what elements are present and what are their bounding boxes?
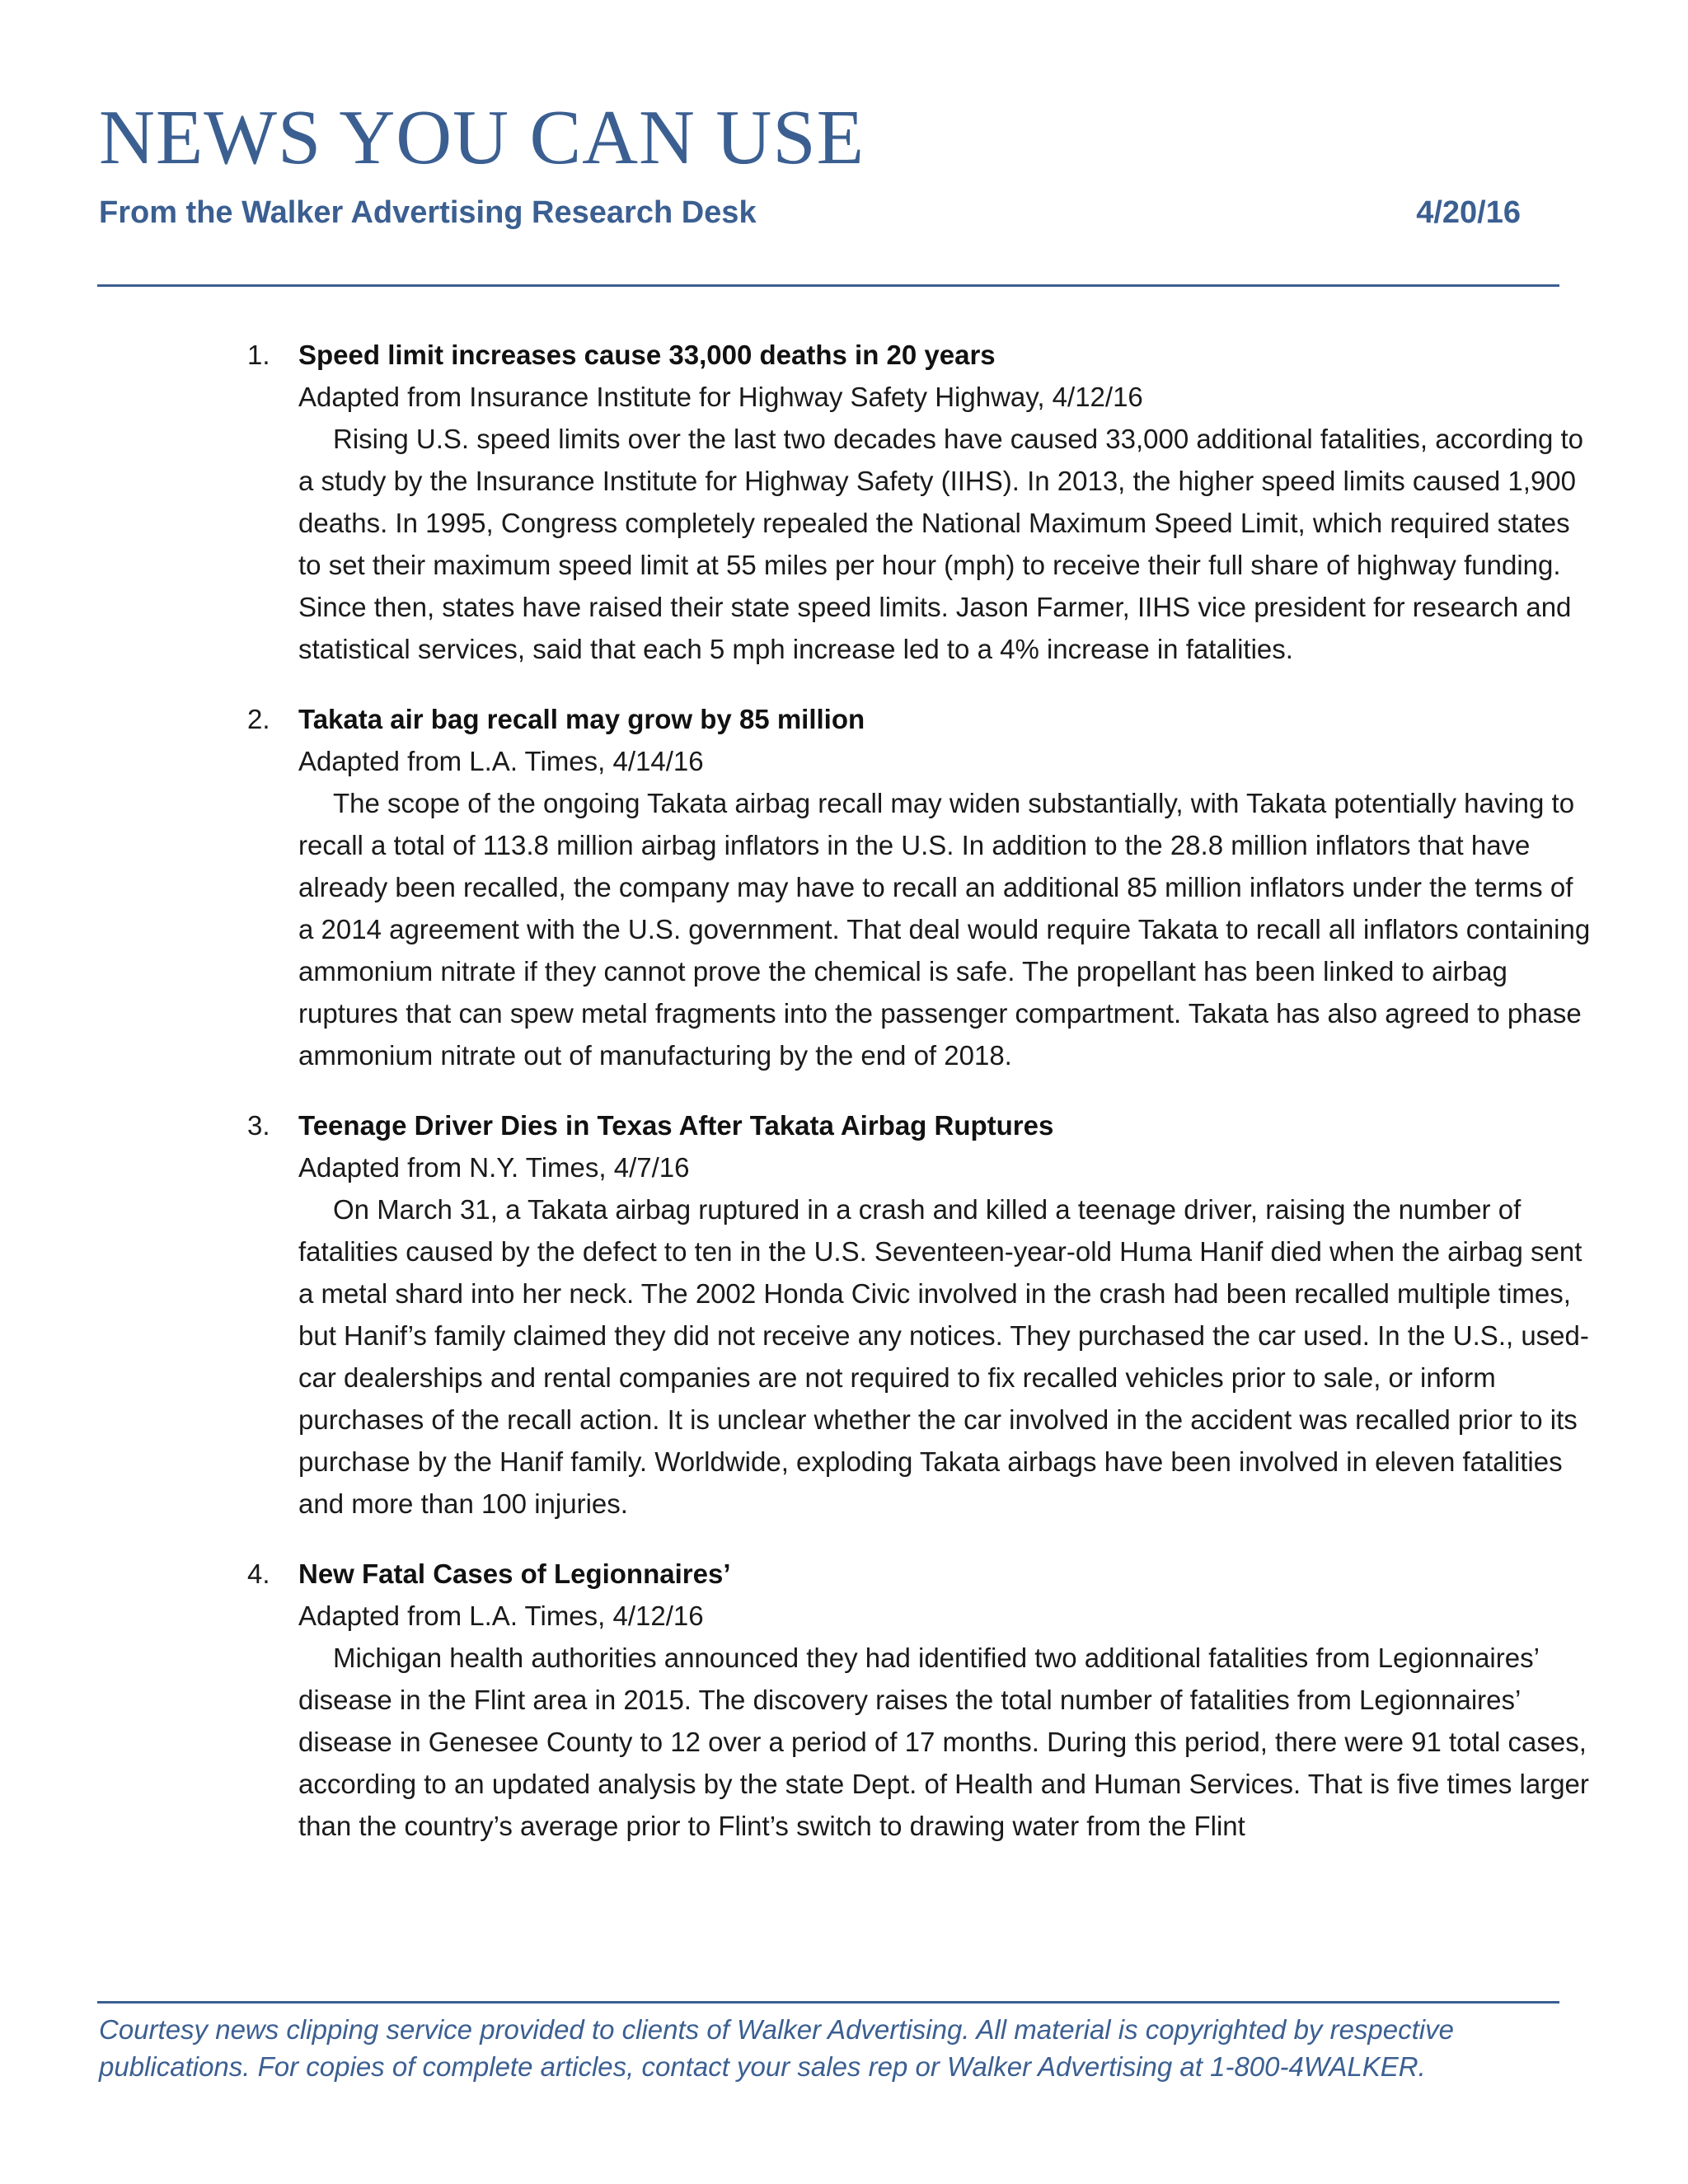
- article-item: [0, 698, 1688, 1076]
- article-item: [0, 1553, 1688, 1847]
- newsletter-title: NEWS YOU CAN USE: [99, 95, 865, 180]
- article-number: 4.: [247, 1558, 270, 1589]
- article-number: 3.: [247, 1110, 270, 1141]
- issue-date: 4/20/16: [1416, 195, 1521, 230]
- article-list: [0, 334, 1688, 1875]
- article-text: On March 31, a Takata airbag ruptured in a crash and killed a teenage driver, raising the number of fatalities caused by the defect to ten in the U.S. Seventeen-year-old Huma Hanif died when the airbag sent a metal shard into her neck. The 2002 Honda Civic involved in the crash had been recalled multiple times, but Hanif’s family claimed they did not receive any notices. They purchased the car used. In the U.S., used-car dealerships and rental companies are not required to fix recalled vehicles prior to sale, or inform purchases of the recall action. It is unclear whether the car involved in the accident was recalled prior to its purchase by the Hanif family. Worldwide, exploding Takata airbags have been involved in eleven fatalities and more than 100 injuries.: [298, 1194, 1589, 1519]
- article-body: [298, 1553, 1592, 1847]
- article-item: [0, 334, 1688, 670]
- article-body: [298, 1104, 1592, 1525]
- article-text: Michigan health authorities announced they had identified two additional fatalities from Legionnaires’ disease in the Flint area in 2015. The discovery raises the total number of fatalities from Legionnaires’ disease in Genesee County to 12 over a period of 17 months. During this period, there were 91 total cases, according to an updated analysis by the state Dept. of Health and Human Services. That is five times larger than the country’s average prior to Flint’s switch to drawing water from the Flint: [298, 1643, 1589, 1841]
- article-body: [298, 334, 1592, 670]
- article-title: Teenage Driver Dies in Texas After Takata Airbag Ruptures: [298, 1110, 1054, 1141]
- article-source: Adapted from L.A. Times, 4/14/16: [298, 746, 704, 776]
- article-source: Adapted from Insurance Institute for Highway Safety Highway, 4/12/16: [298, 382, 1143, 412]
- article-text: Rising U.S. speed limits over the last two decades have caused 33,000 additional fatalities, according to a study by the Insurance Institute for Highway Safety (IIHS). In 2013, the higher speed limits caused 1,900 deaths. In 1995, Congress completely repealed the National Maximum Speed Limit, which required states to set their maximum speed limit at 55 miles per hour (mph) to receive their full share of highway funding. Since then, states have raised their state speed limits. Jason Farmer, IIHS vice president for research and statistical services, said that each 5 mph increase led to a 4% increase in fatalities.: [298, 424, 1584, 664]
- article-source: Adapted from L.A. Times, 4/12/16: [298, 1601, 704, 1631]
- article-title: Takata air bag recall may grow by 85 million: [298, 704, 865, 734]
- article-source: Adapted from N.Y. Times, 4/7/16: [298, 1152, 690, 1183]
- article-item: [0, 1104, 1688, 1525]
- article-body: [298, 698, 1592, 1076]
- footer-divider: [97, 2001, 1559, 2004]
- article-title: Speed limit increases cause 33,000 deaths in 20 years: [298, 340, 996, 370]
- header-divider: [97, 284, 1559, 287]
- footer-disclaimer: Courtesy news clipping service provided to clients of Walker Advertising. All material is copyrighted by respective publications. For copies of complete articles, contact your sales rep or Walker Advertising at 1-800-4WALKER.: [99, 2014, 1454, 2082]
- article-number: 1.: [247, 340, 270, 370]
- article-number: 2.: [247, 704, 270, 734]
- article-text: The scope of the ongoing Takata airbag recall may widen substantially, with Takata potentially having to recall a total of 113.8 million airbag inflators in the U.S. In addition to the 28.8 million inflators that have already been recalled, the company may have to recall an additional 85 million inflators under the terms of a 2014 agreement with the U.S. government. That deal would require Takata to recall all inflators containing ammonium nitrate if they cannot prove the chemical is safe. The propellant has been linked to airbag ruptures that can spew metal fragments into the passenger compartment. Takata has also agreed to phase ammonium nitrate out of manufacturing by the end of 2018.: [298, 788, 1591, 1071]
- article-title: New Fatal Cases of Legionnaires’: [298, 1558, 731, 1589]
- newsletter-subtitle: From the Walker Advertising Research Desk: [99, 195, 757, 230]
